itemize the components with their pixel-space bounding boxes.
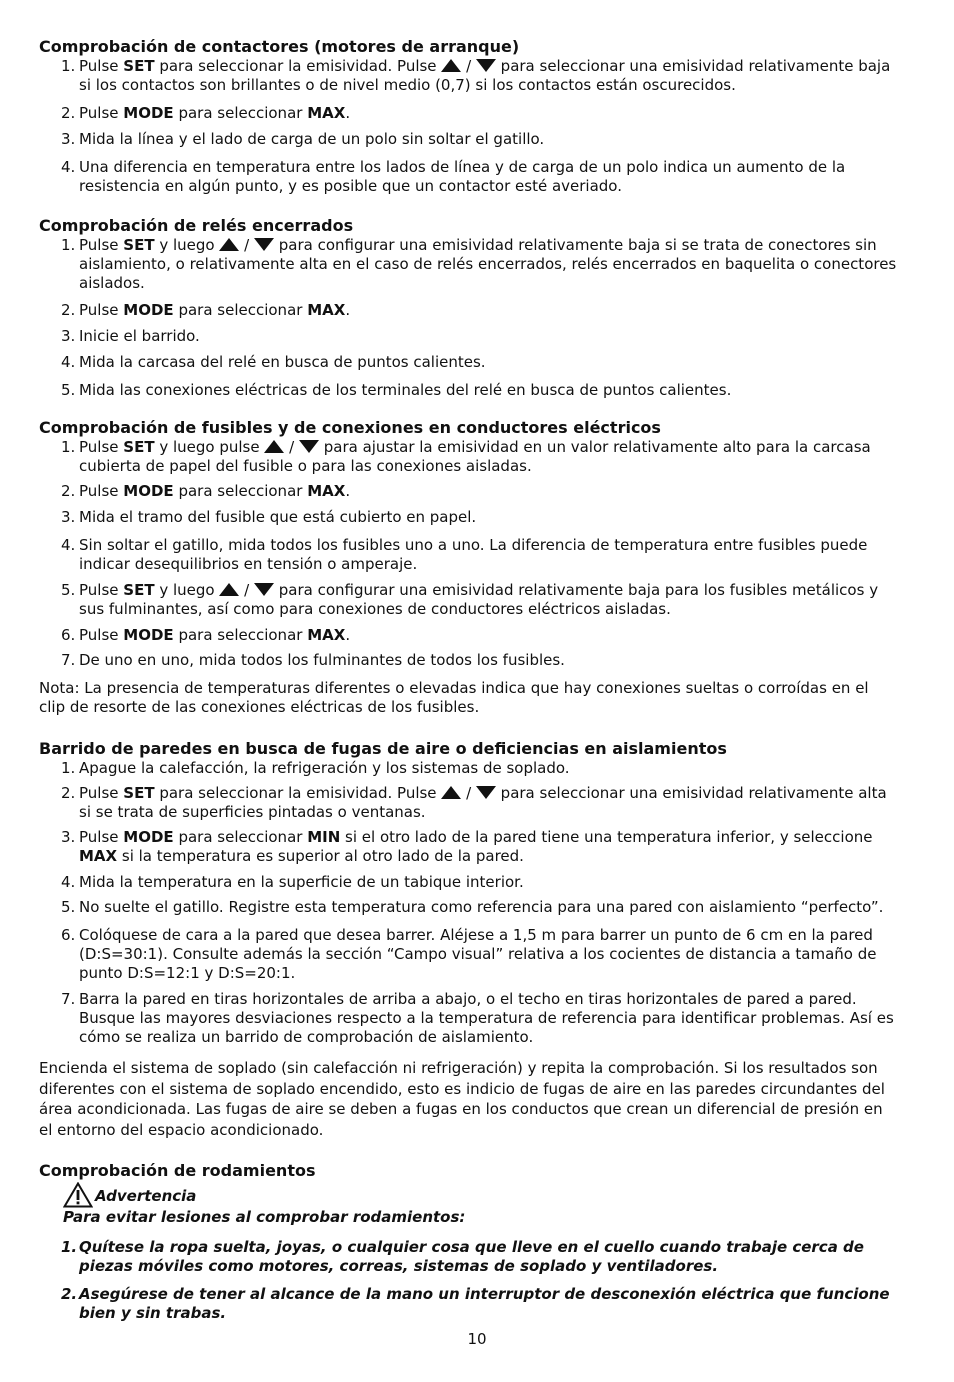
down-arrow-icon xyxy=(476,786,496,799)
list-item xyxy=(39,898,899,917)
item-number: 3. xyxy=(61,327,76,345)
up-arrow-icon xyxy=(219,583,239,596)
item-text: Quítese la ropa suelta, joyas, o cualquier cosa que lleve en el cuello cuando trabaje cerca de piezas móviles como motores, correas, sistemas de soplado y ventiladores. xyxy=(79,1238,864,1275)
section-title: Barrido de paredes en busca de fugas de aire o deficiencias en aislamientos xyxy=(39,739,727,758)
list-item xyxy=(39,626,899,645)
item-number: 5. xyxy=(61,381,76,399)
item-text: Colóquese de cara a la pared que desea barrer. Aléjese a 1,5 m para barrer un punto de 6 cm en la pared (D:S=30:1). Consulte además la sección “Campo visual” relativa a los cocientes de distancia a tamaño de punto D:S=12:1 y D:S=20:1. xyxy=(79,926,877,982)
section-title: Comprobación de contactores (motores de arranque) xyxy=(39,37,520,56)
up-arrow-icon xyxy=(264,440,284,453)
item-text: / xyxy=(284,438,299,456)
item-text: para seleccionar la emisividad. Pulse xyxy=(154,784,442,802)
key-label: MAX xyxy=(307,301,346,319)
item-text: Mida la línea y el lado de carga de un polo sin soltar el gatillo. xyxy=(79,130,545,148)
item-text: De uno en uno, mida todos los fulminantes de todos los fusibles. xyxy=(79,651,565,669)
key-label: MODE xyxy=(123,828,174,846)
key-label: MAX xyxy=(307,626,346,644)
steps-list xyxy=(39,759,899,1047)
list-item xyxy=(39,828,899,866)
item-text: Apague la calefacción, la refrigeración y los sistemas de soplado. xyxy=(79,759,570,777)
section-contactors xyxy=(39,37,899,196)
item-text: / xyxy=(461,784,476,802)
list-item xyxy=(39,990,899,1047)
item-text: Sin soltar el gatillo, mida todos los fusibles uno a uno. La diferencia de temperatura entre fusibles puede indicar desequilibrios en tensión o amperaje. xyxy=(79,536,868,573)
key-label: MAX xyxy=(307,482,346,500)
item-number: 1. xyxy=(61,57,76,75)
item-text: Pulse xyxy=(79,828,124,846)
down-arrow-icon xyxy=(299,440,319,453)
key-label: MODE xyxy=(123,626,174,644)
item-text: para seleccionar una emisividad relativamente alta si se trata de superficies pintadas o ventanas. xyxy=(79,784,887,821)
item-text: Pulse xyxy=(79,438,124,456)
list-item xyxy=(39,57,899,95)
down-arrow-icon xyxy=(476,59,496,72)
item-number: 4. xyxy=(61,873,76,891)
list-item xyxy=(39,438,899,476)
section-relays xyxy=(39,216,899,400)
list-item xyxy=(39,651,899,670)
key-label: MAX xyxy=(307,104,346,122)
item-text: Mida las conexiones eléctricas de los terminales del relé en busca de puntos calientes. xyxy=(79,381,732,399)
item-text: Barra la pared en tiras horizontales de arriba a abajo, o el techo en tiras horizontales de pared a pared. Busque las mayores desviaciones respecto a la temperatura de referencia para identificar problemas. Así es cómo se realiza un barrido de comprobación de aislamiento. xyxy=(79,990,894,1046)
item-number: 4. xyxy=(61,353,76,371)
item-number: 2. xyxy=(61,1285,78,1303)
item-text: para seleccionar xyxy=(173,104,308,122)
key-label: SET xyxy=(123,438,155,456)
item-text: para seleccionar una emisividad relativamente baja si los contactos son brillantes o de nivel medio (0,7) si los contactos están oscurecidos. xyxy=(79,57,891,94)
item-number: 3. xyxy=(61,508,76,526)
item-text: No suelte el gatillo. Registre esta temperatura como referencia para una pared con aislamiento “perfecto”. xyxy=(79,898,884,916)
item-text: Inicie el barrido. xyxy=(79,327,200,345)
key-label: SET xyxy=(123,236,155,254)
list-item xyxy=(39,759,899,778)
list-item xyxy=(39,784,899,822)
down-arrow-icon xyxy=(254,583,274,596)
item-text: para ajustar la emisividad en un valor relativamente alto para la carcasa cubierta de papel del fusible o para las conexiones aisladas. xyxy=(79,438,871,475)
item-number: 6. xyxy=(61,626,76,644)
item-number: 5. xyxy=(61,898,76,916)
item-text: / xyxy=(239,236,254,254)
item-number: 3. xyxy=(61,828,76,846)
item-text: y luego xyxy=(154,581,220,599)
item-number: 1. xyxy=(61,236,76,254)
item-text: para seleccionar xyxy=(173,828,308,846)
warning-header xyxy=(63,1182,899,1206)
up-arrow-icon xyxy=(441,59,461,72)
key-label: MODE xyxy=(123,104,174,122)
item-number: 7. xyxy=(61,990,76,1008)
section-walls xyxy=(39,739,899,1140)
item-text: Mida la temperatura en la superficie de un tabique interior. xyxy=(79,873,524,891)
section-title: Comprobación de relés encerrados xyxy=(39,216,354,235)
item-text: Una diferencia en temperatura entre los lados de línea y de carga de un polo indica un aumento de la resistencia en algún punto, y es posible que un contactor esté averiado. xyxy=(79,158,846,195)
item-number: 2. xyxy=(61,482,76,500)
steps-list xyxy=(39,57,899,196)
list-item xyxy=(39,508,899,527)
list-item xyxy=(39,381,899,400)
item-text: . xyxy=(345,104,351,122)
item-text: y luego xyxy=(154,236,220,254)
list-item xyxy=(39,926,899,983)
item-text: Asegúrese de tener al alcance de la mano un interruptor de desconexión eléctrica que funcione bien y sin trabas. xyxy=(79,1285,890,1322)
item-number: 2. xyxy=(61,301,76,319)
item-text: Pulse xyxy=(79,626,124,644)
item-text: Pulse xyxy=(79,784,124,802)
list-item xyxy=(39,482,899,501)
item-text: Pulse xyxy=(79,301,124,319)
section-fuses xyxy=(39,418,899,717)
section-title: Comprobación de fusibles y de conexiones en conductores eléctricos xyxy=(39,418,661,437)
list-item xyxy=(39,873,899,892)
item-text: . xyxy=(345,482,351,500)
item-text: si la temperatura es superior al otro lado de la pared. xyxy=(117,847,524,865)
up-arrow-icon xyxy=(441,786,461,799)
list-item xyxy=(39,104,899,123)
item-text: Pulse xyxy=(79,482,124,500)
list-item xyxy=(39,536,899,574)
item-text: Mida la carcasa del relé en busca de puntos calientes. xyxy=(79,353,486,371)
list-item xyxy=(39,327,899,346)
warning-list xyxy=(63,1238,899,1323)
key-label: MAX xyxy=(79,847,118,865)
up-arrow-icon xyxy=(219,238,239,251)
item-number: 1. xyxy=(61,759,76,777)
item-text: si el otro lado de la pared tiene una temperatura inferior, y seleccione xyxy=(340,828,873,846)
item-text: y luego pulse xyxy=(154,438,265,456)
item-number: 1. xyxy=(61,1238,78,1256)
manual-page xyxy=(39,34,899,1323)
item-text: Pulse xyxy=(79,581,124,599)
key-label: MODE xyxy=(123,301,174,319)
section-bearings xyxy=(39,1161,899,1323)
item-text: / xyxy=(239,581,254,599)
item-number: 7. xyxy=(61,651,76,669)
item-text: para seleccionar la emisividad. Pulse xyxy=(154,57,442,75)
item-text: para configurar una emisividad relativamente baja si se trata de conectores sin aislamiento, o relativamente alta en el caso de relés encerrados, relés encerrados en baquelita o conectores aislados. xyxy=(79,236,897,292)
item-text: para seleccionar xyxy=(173,301,308,319)
key-label: MODE xyxy=(123,482,174,500)
warning-intro: Para evitar lesiones al comprobar rodamientos: xyxy=(63,1208,466,1226)
item-text: Pulse xyxy=(79,104,124,122)
item-text: . xyxy=(345,626,351,644)
section-title: Comprobación de rodamientos xyxy=(39,1161,316,1180)
warning-icon xyxy=(63,1182,93,1213)
item-text: para seleccionar xyxy=(173,626,308,644)
item-number: 2. xyxy=(61,784,76,802)
key-label: MIN xyxy=(307,828,341,846)
list-item xyxy=(39,130,899,149)
item-number: 1. xyxy=(61,438,76,456)
list-item xyxy=(39,1285,899,1323)
list-item xyxy=(39,301,899,320)
list-item xyxy=(39,353,899,372)
warning-block xyxy=(39,1182,899,1323)
list-item xyxy=(39,581,899,619)
key-label: SET xyxy=(123,57,155,75)
page-number: 10 xyxy=(467,1330,487,1348)
key-label: SET xyxy=(123,581,155,599)
wall-paragraph: Encienda el sistema de soplado (sin calefacción ni refrigeración) y repita la comprobación. Si los resultados son diferentes con el sistema de soplado encendido, esto es indicio de fugas de aire en las paredes circundantes del área acondicionada. Las fugas de aire se deben a fugas en los conductos que crean un diferencial de presión en el entorno del espacio acondicionado. xyxy=(39,1059,885,1139)
warning-label: Advertencia xyxy=(95,1187,197,1205)
item-number: 4. xyxy=(61,536,76,554)
item-text: . xyxy=(345,301,351,319)
item-text: para seleccionar xyxy=(173,482,308,500)
item-text: Pulse xyxy=(79,236,124,254)
item-text: Pulse xyxy=(79,57,124,75)
item-number: 6. xyxy=(61,926,76,944)
item-number: 4. xyxy=(61,158,76,176)
list-item xyxy=(39,1238,899,1276)
list-item xyxy=(39,236,899,293)
steps-list xyxy=(39,236,899,400)
item-text: / xyxy=(461,57,476,75)
item-number: 3. xyxy=(61,130,76,148)
item-text: Mida el tramo del fusible que está cubierto en papel. xyxy=(79,508,477,526)
steps-list xyxy=(39,438,899,670)
item-text: para configurar una emisividad relativamente baja para los fusibles metálicos y sus fulminantes, así como para conexiones de conductores eléctricos aisladas. xyxy=(79,581,879,618)
fuse-note: Nota: La presencia de temperaturas diferentes o elevadas indica que hay conexiones sueltas o corroídas en el clip de resorte de las conexiones eléctricas de los fusibles. xyxy=(39,679,869,716)
key-label: SET xyxy=(123,784,155,802)
item-number: 5. xyxy=(61,581,76,599)
list-item xyxy=(39,158,899,196)
item-number: 2. xyxy=(61,104,76,122)
down-arrow-icon xyxy=(254,238,274,251)
